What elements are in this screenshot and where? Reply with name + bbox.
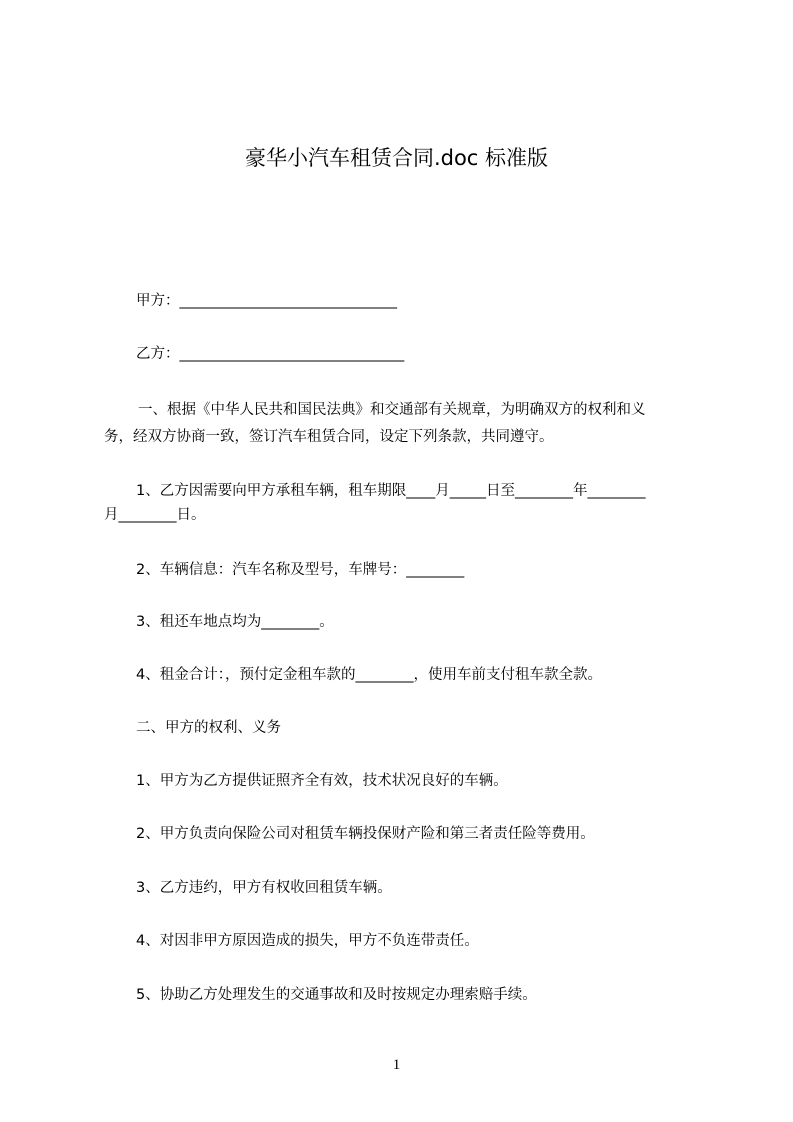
section-two-item4: 4、对因非甲方原因造成的损失，甲方不负连带责任。: [136, 933, 479, 949]
party-a-line: 甲方：______________________________: [136, 293, 397, 309]
section-two-item5: 5、协助乙方处理发生的交通事故和及时按规定办理索赔手续。: [136, 987, 537, 1003]
section-two-item1: 1、甲方为乙方提供证照齐全有效，技术状况良好的车辆。: [136, 773, 508, 789]
section-one-intro-line2: 务，经双方协商一致，签订汽车租赁合同，设定下列条款，共同遵守。: [104, 429, 554, 445]
section-one-item1-line2: 月________日。: [104, 507, 206, 523]
document-title: 豪华小汽车租赁合同.doc 标准版: [244, 146, 549, 170]
section-two-item2: 2、甲方负责向保险公司对租赁车辆投保财产险和第三者责任险等费用。: [136, 826, 595, 842]
section-two-heading: 二、甲方的权利、义务: [136, 720, 281, 736]
party-b-line: 乙方：_______________________________: [136, 346, 405, 362]
section-two-item3: 3、乙方违约，甲方有权收回租赁车辆。: [136, 880, 392, 896]
section-one-intro-line1: 一、根据《中华人民共和国民法典》和交通部有关规章，为明确双方的权利和义: [138, 402, 646, 418]
page-number: 1: [392, 1057, 401, 1073]
section-one-item2: 2、车辆信息：汽车名称及型号，车牌号：________: [136, 562, 465, 578]
section-one-item4: 4、租金合计：，预付定金租车款的________，使用车前支付租车款全款。: [136, 667, 602, 683]
section-one-item3: 3、租还车地点均为________。: [136, 614, 334, 630]
section-one-item1-line1: 1、乙方因需要向甲方承租车辆，租车期限____月_____日至________年________: [136, 483, 646, 499]
